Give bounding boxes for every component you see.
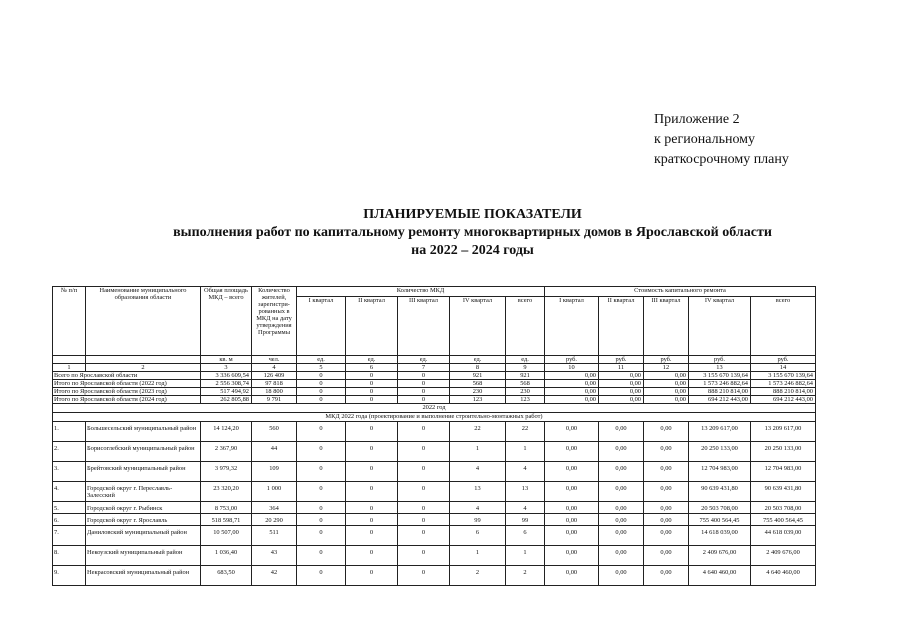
row-q2: 0 — [346, 482, 398, 502]
row-c1: 0,00 — [545, 442, 599, 462]
row-q1: 0 — [297, 482, 346, 502]
column-numbers-row — [53, 364, 816, 372]
row-total: 99 — [506, 514, 545, 526]
header-c2: II квартал — [599, 297, 644, 356]
col-number: 5 — [297, 364, 346, 372]
row-ctotal: 755 400 564,45 — [751, 514, 816, 526]
row-q3: 0 — [398, 442, 450, 462]
col-number: 9 — [506, 364, 545, 372]
row-c3: 0,00 — [644, 546, 689, 566]
row-c4: 20 250 133,00 — [689, 442, 751, 462]
col-number: 7 — [398, 364, 450, 372]
row-q3: 0 — [398, 546, 450, 566]
row-c1: 0,00 — [545, 502, 599, 514]
row-q4: 1 — [450, 546, 506, 566]
row-name: Борисоглебский муниципальный район — [86, 442, 201, 462]
unit-cell: ед. — [450, 356, 506, 364]
row-ctotal: 90 639 431,80 — [751, 482, 816, 502]
row-q2: 0 — [346, 514, 398, 526]
row-c3: 0,00 — [644, 526, 689, 546]
row-q3: 0 — [398, 462, 450, 482]
row-num: 6. — [53, 514, 86, 526]
col-number: 3 — [201, 364, 252, 372]
row-c2: 0,00 — [599, 482, 644, 502]
row-c4: 4 640 460,00 — [689, 566, 751, 586]
row-q3: 0 — [398, 526, 450, 546]
summary-ctotal: 694 212 443,00 — [751, 396, 816, 404]
row-num: 3. — [53, 462, 86, 482]
row-num: 4. — [53, 482, 86, 502]
col-number: 8 — [450, 364, 506, 372]
row-area: 14 124,20 — [201, 422, 252, 442]
appendix-line-2: к региональному — [654, 132, 756, 147]
summary-c3: 0,00 — [644, 380, 689, 388]
unit-cell: руб. — [599, 356, 644, 364]
header-ctotal: всего — [751, 297, 816, 356]
row-q3: 0 — [398, 482, 450, 502]
table-row — [53, 442, 816, 462]
unit-cell: ед. — [297, 356, 346, 364]
row-residents: 43 — [252, 546, 297, 566]
summary-total: 921 — [506, 372, 545, 380]
row-q3: 0 — [398, 566, 450, 586]
header-q4: IV квартал — [450, 297, 506, 356]
row-q2: 0 — [346, 546, 398, 566]
row-residents: 1 000 — [252, 482, 297, 502]
header-c4: IV квартал — [689, 297, 751, 356]
indicators-table — [52, 286, 816, 586]
summary-c4: 3 155 670 139,64 — [689, 372, 751, 380]
row-c1: 0,00 — [545, 526, 599, 546]
summary-total: 123 — [506, 396, 545, 404]
row-c4: 2 409 676,00 — [689, 546, 751, 566]
section-label: МКД 2022 года (проектирование и выполнение строительно-монтажных работ) — [53, 413, 816, 422]
summary-q2: 0 — [346, 372, 398, 380]
col-number: 11 — [599, 364, 644, 372]
row-q4: 4 — [450, 502, 506, 514]
row-c3: 0,00 — [644, 442, 689, 462]
row-q4: 4 — [450, 462, 506, 482]
title-line-3: на 2022 – 2024 годы — [411, 243, 534, 258]
row-c2: 0,00 — [599, 526, 644, 546]
row-c4: 20 503 708,00 — [689, 502, 751, 514]
summary-name: Итого по Ярославской области (2022 год) — [53, 380, 201, 388]
summary-row — [53, 372, 816, 380]
row-residents: 109 — [252, 462, 297, 482]
row-name: Брейтовский муниципальный район — [86, 462, 201, 482]
header-q2: II квартал — [346, 297, 398, 356]
unit-cell: руб. — [751, 356, 816, 364]
summary-c2: 0,00 — [599, 372, 644, 380]
header-total: всего — [506, 297, 545, 356]
unit-cell: чел. — [252, 356, 297, 364]
col-number: 14 — [751, 364, 816, 372]
col-number: 12 — [644, 364, 689, 372]
row-area: 2 367,90 — [201, 442, 252, 462]
appendix-line-1: Приложение 2 — [654, 112, 740, 127]
row-c2: 0,00 — [599, 566, 644, 586]
row-total: 2 — [506, 566, 545, 586]
row-q1: 0 — [297, 514, 346, 526]
summary-c4: 1 573 246 882,64 — [689, 380, 751, 388]
row-c3: 0,00 — [644, 482, 689, 502]
row-q2: 0 — [346, 462, 398, 482]
summary-row — [53, 380, 816, 388]
header-qty-group: Количество МКД — [297, 287, 545, 297]
row-residents: 20 290 — [252, 514, 297, 526]
summary-q2: 0 — [346, 380, 398, 388]
row-total: 4 — [506, 462, 545, 482]
summary-row — [53, 388, 816, 396]
row-q4: 22 — [450, 422, 506, 442]
row-q3: 0 — [398, 422, 450, 442]
header-c3: III квартал — [644, 297, 689, 356]
row-num: 1. — [53, 422, 86, 442]
summary-total: 230 — [506, 388, 545, 396]
row-name: Городской округ г. Рыбинск — [86, 502, 201, 514]
row-q4: 13 — [450, 482, 506, 502]
summary-ctotal: 3 155 670 139,64 — [751, 372, 816, 380]
row-q1: 0 — [297, 502, 346, 514]
row-residents: 42 — [252, 566, 297, 586]
row-num: 5. — [53, 502, 86, 514]
row-c2: 0,00 — [599, 442, 644, 462]
row-c1: 0,00 — [545, 422, 599, 442]
row-q3: 0 — [398, 514, 450, 526]
col-number: 4 — [252, 364, 297, 372]
row-total: 4 — [506, 502, 545, 514]
header-q1: I квартал — [297, 297, 346, 356]
header-c1: I квартал — [545, 297, 599, 356]
summary-c3: 0,00 — [644, 372, 689, 380]
unit-cell: ед. — [506, 356, 545, 364]
row-area: 518 598,71 — [201, 514, 252, 526]
summary-ctotal: 1 573 246 882,64 — [751, 380, 816, 388]
summary-residents: 9 791 — [252, 396, 297, 404]
summary-c3: 0,00 — [644, 388, 689, 396]
row-c3: 0,00 — [644, 422, 689, 442]
row-c4: 14 618 039,00 — [689, 526, 751, 546]
summary-area: 3 336 609,54 — [201, 372, 252, 380]
row-total: 22 — [506, 422, 545, 442]
row-name: Некоузский муниципальный район — [86, 546, 201, 566]
row-name: Некрасовский муниципальный район — [86, 566, 201, 586]
row-q2: 0 — [346, 502, 398, 514]
row-c4: 12 704 983,00 — [689, 462, 751, 482]
year-label: 2022 год — [53, 404, 816, 413]
summary-c1: 0,00 — [545, 372, 599, 380]
row-q4: 6 — [450, 526, 506, 546]
row-residents: 364 — [252, 502, 297, 514]
col-number: 13 — [689, 364, 751, 372]
row-ctotal: 4 640 460,00 — [751, 566, 816, 586]
document-title — [0, 206, 905, 260]
summary-q1: 0 — [297, 380, 346, 388]
row-q2: 0 — [346, 566, 398, 586]
appendix-line-3: краткосрочному плану — [654, 152, 789, 167]
row-c3: 0,00 — [644, 502, 689, 514]
row-c1: 0,00 — [545, 482, 599, 502]
title-line-2: выполнения работ по капитальному ремонту многоквартирных домов в Ярославской области — [173, 225, 772, 240]
summary-c2: 0,00 — [599, 380, 644, 388]
summary-name: Итого по Ярославской области (2024 год) — [53, 396, 201, 404]
summary-residents: 18 800 — [252, 388, 297, 396]
summary-name: Всего по Ярославской области — [53, 372, 201, 380]
row-q1: 0 — [297, 546, 346, 566]
summary-q4: 921 — [450, 372, 506, 380]
summary-q3: 0 — [398, 380, 450, 388]
row-c1: 0,00 — [545, 462, 599, 482]
col-number: 6 — [346, 364, 398, 372]
row-c3: 0,00 — [644, 566, 689, 586]
row-area: 8 753,00 — [201, 502, 252, 514]
row-num: 2. — [53, 442, 86, 462]
summary-c3: 0,00 — [644, 396, 689, 404]
row-area: 683,50 — [201, 566, 252, 586]
summary-q4: 230 — [450, 388, 506, 396]
summary-q1: 0 — [297, 396, 346, 404]
summary-name: Итого по Ярославской области (2023 год) — [53, 388, 201, 396]
row-q1: 0 — [297, 442, 346, 462]
table-row — [53, 482, 816, 502]
summary-q3: 0 — [398, 372, 450, 380]
unit-cell: руб. — [545, 356, 599, 364]
row-total: 6 — [506, 526, 545, 546]
table-row — [53, 462, 816, 482]
row-name: Даниловский муниципальный район — [86, 526, 201, 546]
row-area: 23 320,20 — [201, 482, 252, 502]
summary-q3: 0 — [398, 388, 450, 396]
summary-c1: 0,00 — [545, 396, 599, 404]
appendix-note — [654, 110, 854, 170]
summary-q1: 0 — [297, 388, 346, 396]
row-c2: 0,00 — [599, 514, 644, 526]
row-residents: 511 — [252, 526, 297, 546]
row-ctotal: 20 250 133,00 — [751, 442, 816, 462]
unit-cell: кв. м — [201, 356, 252, 364]
row-area: 1 036,40 — [201, 546, 252, 566]
row-q4: 1 — [450, 442, 506, 462]
row-ctotal: 20 503 708,00 — [751, 502, 816, 514]
row-c1: 0,00 — [545, 546, 599, 566]
table-row — [53, 422, 816, 442]
row-name: Городской округ г. Ярославль — [86, 514, 201, 526]
summary-q1: 0 — [297, 372, 346, 380]
row-total: 1 — [506, 546, 545, 566]
header-residents: Количество жителей, зарегистри-рованных в МКД на дату утверждения Программы — [252, 287, 297, 356]
table-row — [53, 566, 816, 586]
row-area: 10 507,00 — [201, 526, 252, 546]
row-total: 13 — [506, 482, 545, 502]
summary-row — [53, 396, 816, 404]
row-c2: 0,00 — [599, 422, 644, 442]
row-num: 8. — [53, 546, 86, 566]
summary-area: 2 556 308,74 — [201, 380, 252, 388]
summary-q2: 0 — [346, 388, 398, 396]
row-q3: 0 — [398, 502, 450, 514]
summary-total: 568 — [506, 380, 545, 388]
row-c2: 0,00 — [599, 502, 644, 514]
summary-c4: 694 212 443,00 — [689, 396, 751, 404]
title-line-1: ПЛАНИРУЕМЫЕ ПОКАЗАТЕЛИ — [363, 207, 582, 222]
row-residents: 560 — [252, 422, 297, 442]
row-name: Городской округ г. Переславль-Залесский — [86, 482, 201, 502]
table-row — [53, 514, 816, 526]
header-q3: III квартал — [398, 297, 450, 356]
summary-area: 262 805,88 — [201, 396, 252, 404]
row-q1: 0 — [297, 462, 346, 482]
summary-c1: 0,00 — [545, 380, 599, 388]
row-name: Большесельский муниципальный район — [86, 422, 201, 442]
row-ctotal: 2 409 676,00 — [751, 546, 816, 566]
row-q4: 99 — [450, 514, 506, 526]
summary-c4: 888 210 814,00 — [689, 388, 751, 396]
header-area: Общая площадь МКД – всего — [201, 287, 252, 356]
summary-c2: 0,00 — [599, 388, 644, 396]
row-q2: 0 — [346, 526, 398, 546]
row-ctotal: 12 704 983,00 — [751, 462, 816, 482]
units-row — [53, 356, 816, 364]
row-c1: 0,00 — [545, 566, 599, 586]
row-q4: 2 — [450, 566, 506, 586]
row-total: 1 — [506, 442, 545, 462]
unit-cell: руб. — [689, 356, 751, 364]
row-q1: 0 — [297, 526, 346, 546]
row-num: 9. — [53, 566, 86, 586]
summary-c1: 0,00 — [545, 388, 599, 396]
summary-residents: 126 409 — [252, 372, 297, 380]
row-c1: 0,00 — [545, 514, 599, 526]
header-cost-group: Стоимость капитального ремонта — [545, 287, 816, 297]
row-c3: 0,00 — [644, 514, 689, 526]
table-row — [53, 502, 816, 514]
summary-ctotal: 888 210 814,00 — [751, 388, 816, 396]
row-q2: 0 — [346, 422, 398, 442]
row-c4: 13 209 617,00 — [689, 422, 751, 442]
header-num: № п/п — [53, 287, 86, 356]
row-area: 3 979,32 — [201, 462, 252, 482]
summary-q4: 123 — [450, 396, 506, 404]
col-number: 1 — [53, 364, 86, 372]
table-row — [53, 526, 816, 546]
row-c4: 90 639 431,80 — [689, 482, 751, 502]
row-q1: 0 — [297, 566, 346, 586]
col-number: 10 — [545, 364, 599, 372]
row-residents: 44 — [252, 442, 297, 462]
unit-cell: ед. — [346, 356, 398, 364]
header-name: Наименование муниципального образования области — [86, 287, 201, 356]
summary-c2: 0,00 — [599, 396, 644, 404]
summary-q2: 0 — [346, 396, 398, 404]
row-ctotal: 13 209 617,00 — [751, 422, 816, 442]
row-c4: 755 400 564,45 — [689, 514, 751, 526]
row-ctotal: 44 618 039,00 — [751, 526, 816, 546]
summary-q4: 568 — [450, 380, 506, 388]
summary-area: 517 494,92 — [201, 388, 252, 396]
row-q1: 0 — [297, 422, 346, 442]
row-num: 7. — [53, 526, 86, 546]
unit-cell: руб. — [644, 356, 689, 364]
row-c2: 0,00 — [599, 546, 644, 566]
row-c2: 0,00 — [599, 462, 644, 482]
table-row — [53, 546, 816, 566]
summary-residents: 97 818 — [252, 380, 297, 388]
unit-cell: ед. — [398, 356, 450, 364]
row-q2: 0 — [346, 442, 398, 462]
col-number: 2 — [86, 364, 201, 372]
row-c3: 0,00 — [644, 462, 689, 482]
summary-q3: 0 — [398, 396, 450, 404]
